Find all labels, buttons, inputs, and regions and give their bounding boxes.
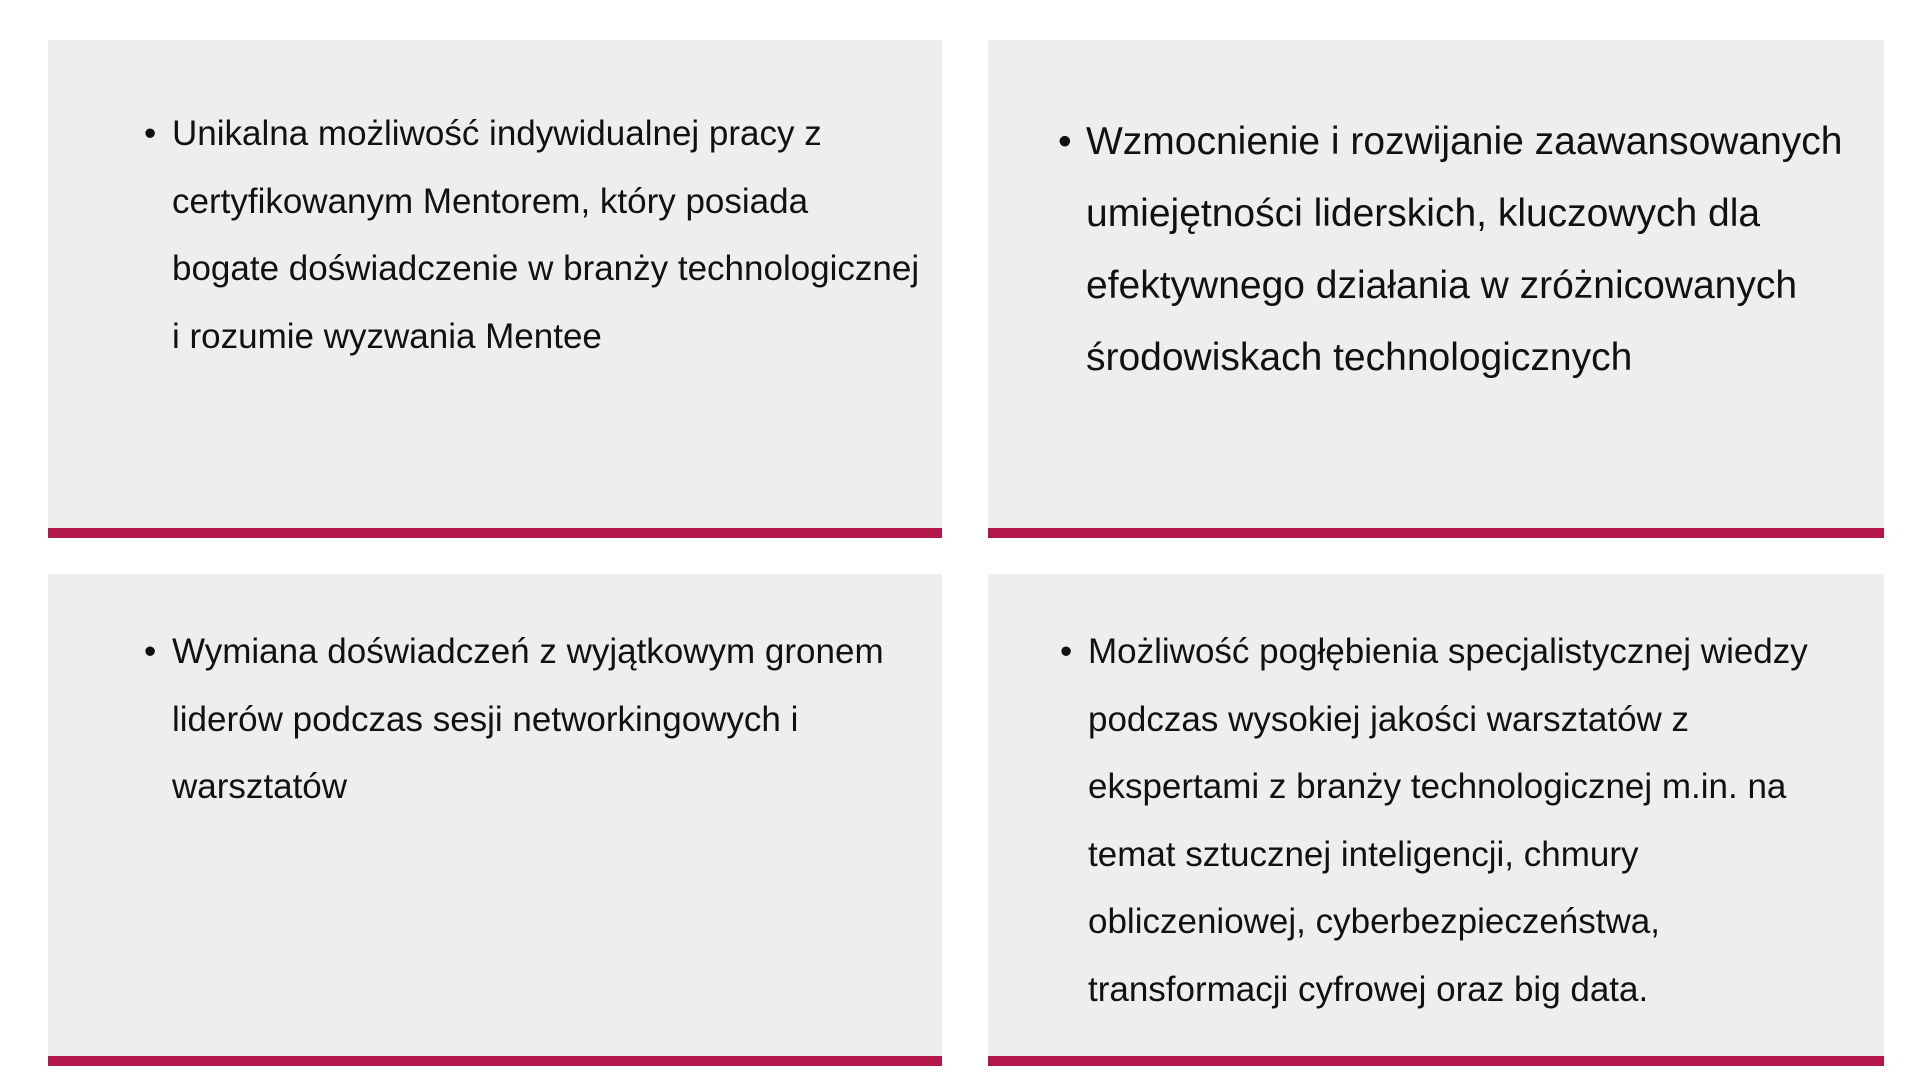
list-item	[1058, 106, 1858, 394]
list-item	[1060, 618, 1860, 1023]
benefit-list	[144, 618, 924, 821]
accent-bar	[988, 1056, 1884, 1066]
benefit-text: Wzmocnienie i rozwijanie zaawansowanych umiejętności liderskich, kluczowych dla efektywnego działania w zróżnicowanych środowiskach technologicznych	[1086, 120, 1843, 379]
accent-bar	[988, 528, 1884, 538]
benefit-list	[144, 100, 924, 370]
benefit-text: Wymiana doświadczeń z wyjątkowym gronem liderów podczas sesji networkingowych i warsztatów	[172, 632, 884, 806]
benefit-card-4	[988, 574, 1884, 1066]
benefit-card-1	[48, 40, 942, 538]
list-item	[144, 100, 924, 370]
benefit-text: Unikalna możliwość indywidualnej pracy z certyfikowanym Mentorem, który posiada bogate doświadczenie w branży technologicznej i rozumie wyzwania Mentee	[172, 114, 920, 356]
benefit-card-3	[48, 574, 942, 1066]
bullet-icon: •	[144, 632, 157, 671]
accent-bar	[48, 1056, 942, 1066]
benefit-card-2	[988, 40, 1884, 538]
bullet-icon: •	[144, 114, 157, 153]
benefit-list	[1058, 106, 1858, 394]
list-item	[144, 618, 924, 821]
benefit-list	[1060, 618, 1860, 1023]
bullet-icon: •	[1060, 632, 1073, 671]
bullet-icon: •	[1058, 120, 1072, 163]
accent-bar	[48, 528, 942, 538]
benefit-text: Możliwość pogłębienia specjalistycznej wiedzy podczas wysokiej jakości warsztatów z ekspertami z branży technologicznej m.in. na temat sztucznej inteligencji, chmury obliczeniowej, cyberbezpieczeństwa, transformacji cyfrowej oraz big data.	[1088, 632, 1808, 1009]
